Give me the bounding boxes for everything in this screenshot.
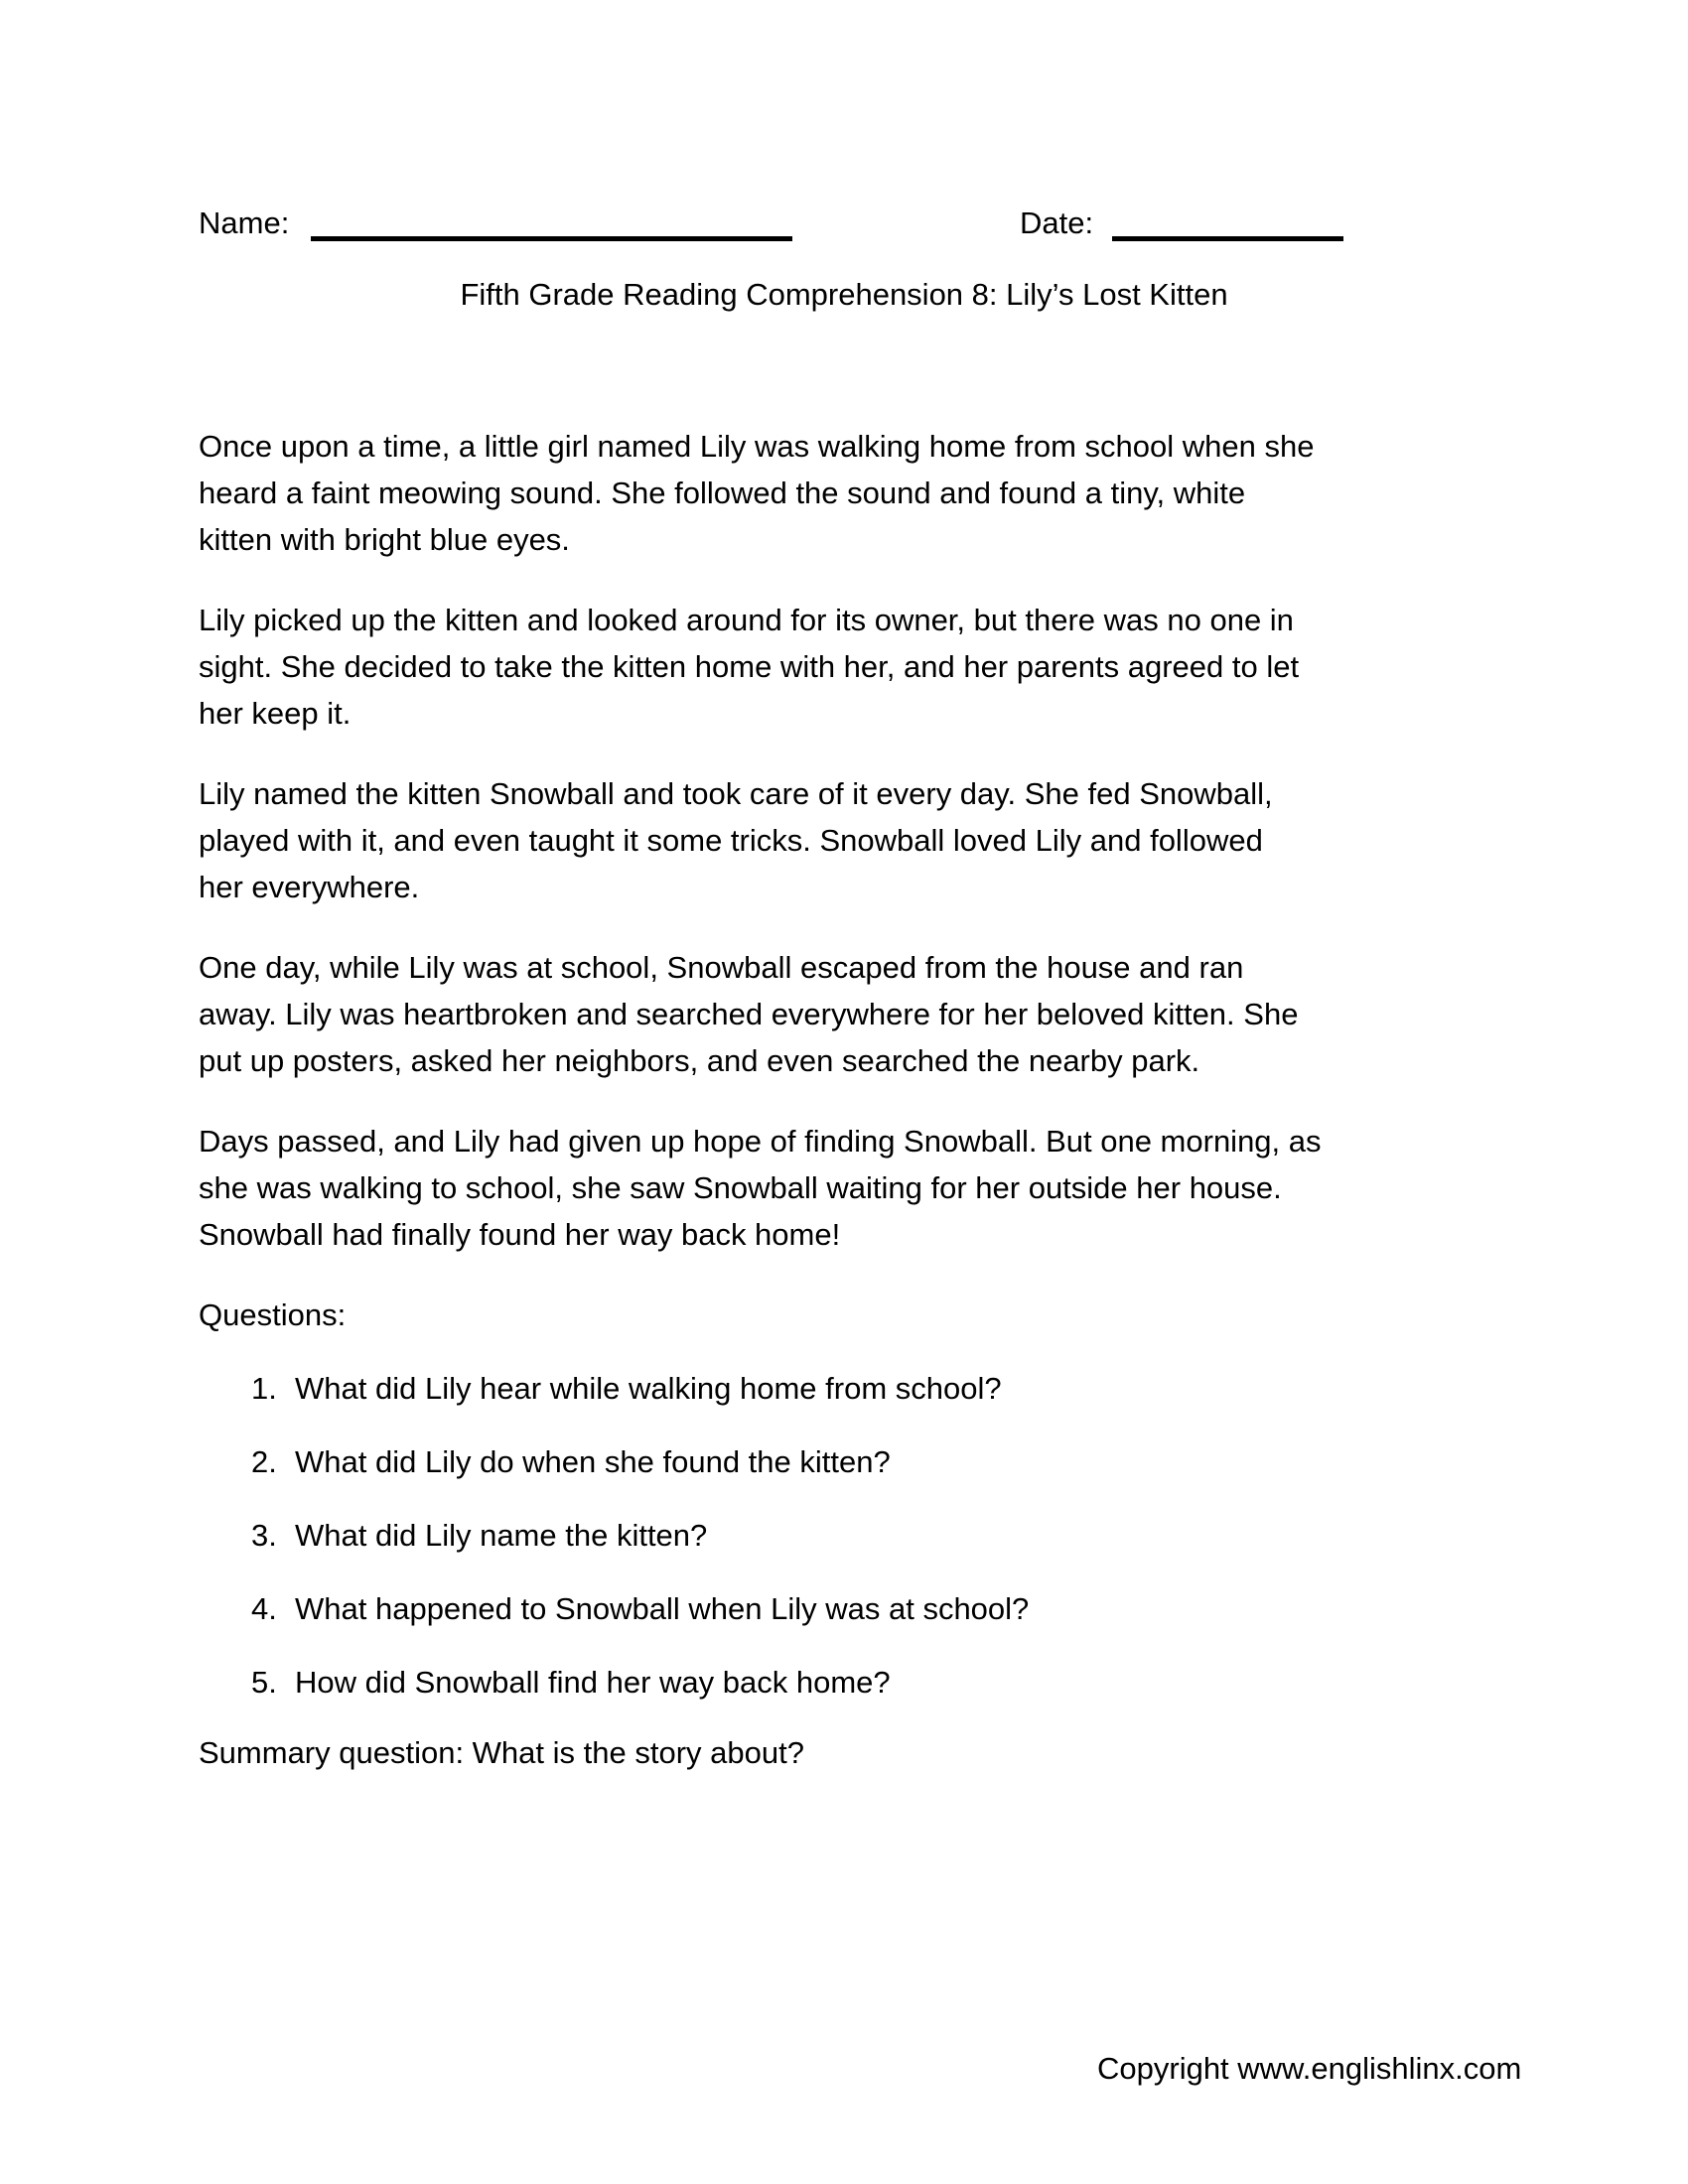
name-label: Name: <box>199 205 290 240</box>
question-number: 1. <box>251 1371 277 1406</box>
question-item <box>199 1438 1509 1485</box>
paragraph-line: her everywhere. <box>199 870 420 904</box>
paragraph-line: Snowball had finally found her way back home! <box>199 1217 841 1252</box>
question-number: 3. <box>251 1518 277 1553</box>
paragraph-line: Lily named the kitten Snowball and took care of it every day. She fed Snowball, <box>199 776 1273 811</box>
worksheet-title: Fifth Grade Reading Comprehension 8: Lily’s Lost Kitten <box>460 277 1228 312</box>
copyright-notice: Copyright www.englishlinx.com <box>1097 2051 1522 2086</box>
date-label: Date: <box>1020 205 1094 240</box>
story-paragraph <box>199 770 1509 910</box>
paragraph-line: One day, while Lily was at school, Snowball escaped from the house and ran <box>199 950 1244 985</box>
date-blank-line <box>1112 236 1343 241</box>
paragraph-line: heard a faint meowing sound. She followed the sound and found a tiny, white <box>199 476 1246 510</box>
question-text: How did Snowball find her way back home? <box>295 1665 891 1700</box>
paragraph-line: put up posters, asked her neighbors, and even searched the nearby park. <box>199 1043 1200 1078</box>
question-text: What happened to Snowball when Lily was at school? <box>295 1591 1030 1626</box>
question-number: 2. <box>251 1444 277 1479</box>
questions-label: Questions: <box>199 1297 347 1332</box>
question-number: 5. <box>251 1665 277 1700</box>
paragraph-line: Lily picked up the kitten and looked around for its owner, but there was no one in <box>199 603 1294 637</box>
story-paragraph <box>199 597 1509 737</box>
paragraph-line: away. Lily was heartbroken and searched everywhere for her beloved kitten. She <box>199 997 1299 1031</box>
question-text: What did Lily do when she found the kitten? <box>295 1444 891 1479</box>
name-blank-line <box>311 236 792 241</box>
story-paragraph <box>199 944 1509 1084</box>
questions-list <box>199 1365 1509 1706</box>
question-text: What did Lily hear while walking home from school? <box>295 1371 1002 1406</box>
question-text: What did Lily name the kitten? <box>295 1518 708 1553</box>
story-body <box>199 423 1509 1776</box>
question-item <box>199 1365 1509 1412</box>
question-number: 4. <box>251 1591 277 1626</box>
paragraph-line: played with it, and even taught it some tricks. Snowball loved Lily and followed <box>199 823 1263 858</box>
paragraph-line: sight. She decided to take the kitten home with her, and her parents agreed to let <box>199 649 1300 684</box>
story-paragraph <box>199 1118 1509 1258</box>
paragraph-line: kitten with bright blue eyes. <box>199 522 570 557</box>
paragraph-line: her keep it. <box>199 696 352 731</box>
story-paragraph <box>199 423 1509 563</box>
question-item <box>199 1585 1509 1632</box>
question-item <box>199 1512 1509 1559</box>
paragraph-line: Once upon a time, a little girl named Lily was walking home from school when she <box>199 429 1315 464</box>
summary-question: Summary question: What is the story about? <box>199 1735 804 1770</box>
question-item <box>199 1659 1509 1706</box>
paragraph-line: she was walking to school, she saw Snowball waiting for her outside her house. <box>199 1170 1282 1205</box>
paragraph-line: Days passed, and Lily had given up hope of finding Snowball. But one morning, as <box>199 1124 1322 1159</box>
